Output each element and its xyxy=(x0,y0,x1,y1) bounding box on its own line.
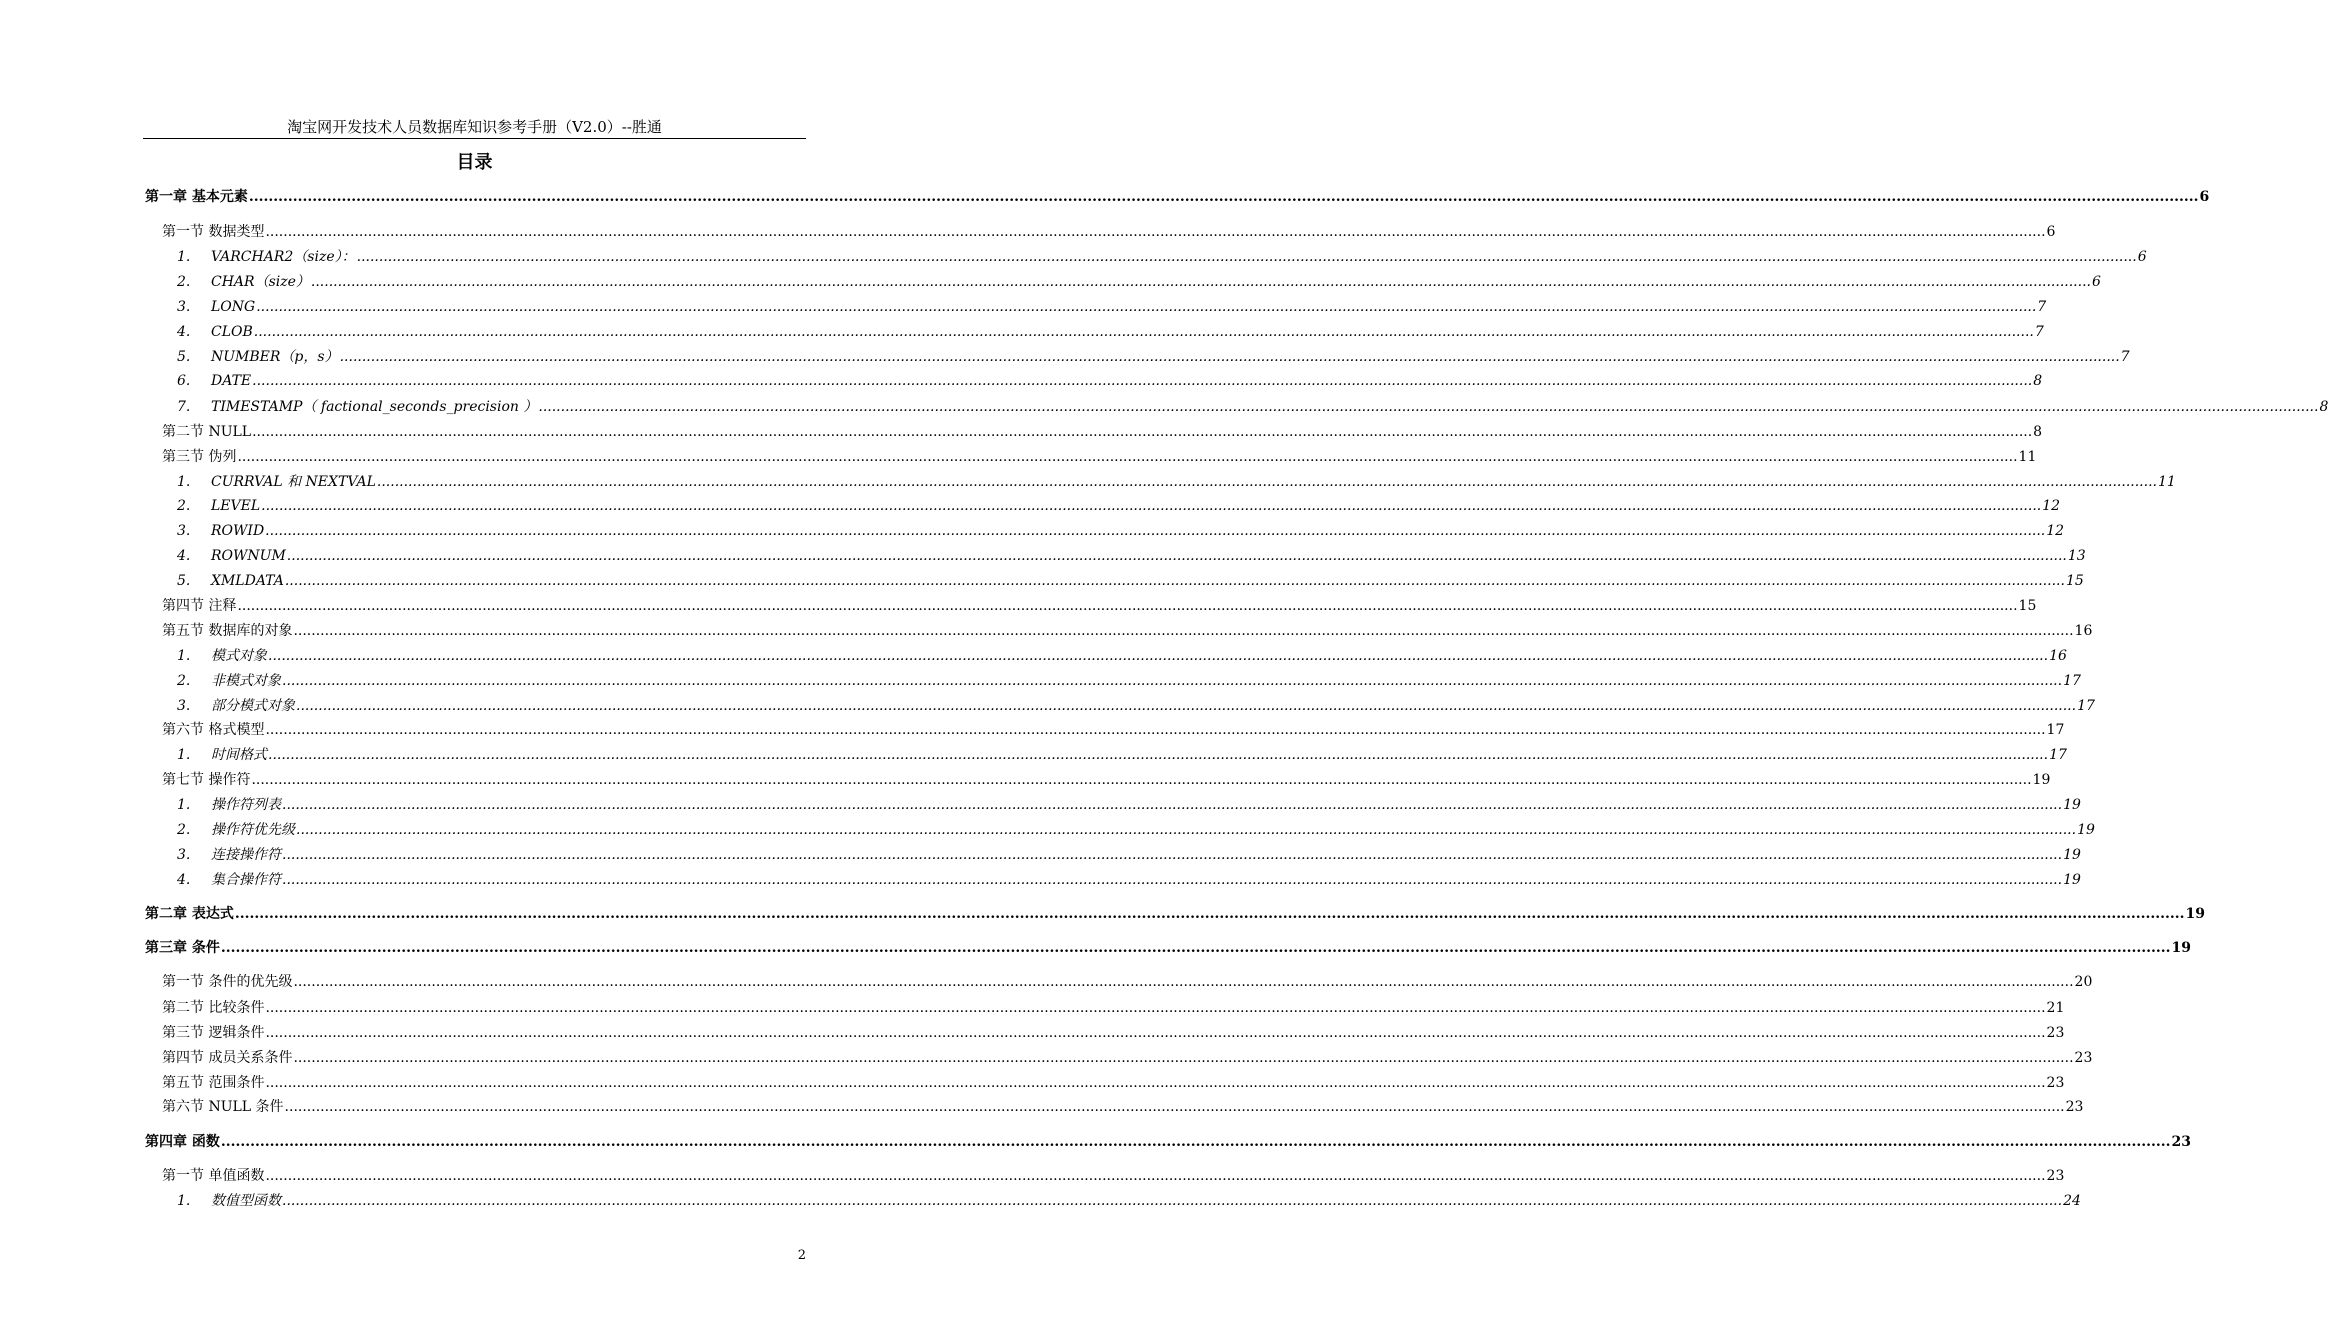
toc-dot-leader: ................................................................................................................................................................................................................................................................................................................................................................................................................ xyxy=(284,573,2065,589)
toc-entry-label xyxy=(177,570,284,592)
toc-dot-leader: ................................................................................................................................................................................................................................................................................................................................................................................................................ xyxy=(265,224,2046,240)
toc-section-entry[interactable] xyxy=(162,1022,2065,1044)
toc-entry-page: 6 xyxy=(2091,274,2101,290)
toc-item-entry[interactable] xyxy=(177,570,2084,592)
toc-entry-label xyxy=(145,937,220,959)
toc-item-entry[interactable] xyxy=(177,1190,2081,1212)
toc-dot-leader: ................................................................................................................................................................................................................................................................................................................................................................................................................ xyxy=(237,598,2018,614)
toc-section-entry[interactable] xyxy=(162,719,2065,741)
toc-entry-page: 23 xyxy=(2046,1075,2065,1091)
toc-entry-text: 第二节 比较条件 xyxy=(162,1000,265,1016)
toc-dot-leader: ................................................................................................................................................................................................................................................................................................................................................................................................................ xyxy=(296,822,2077,838)
toc-entry-text: CURRVAL 和 NEXTVAL xyxy=(211,474,376,490)
toc-entry-number: 4. xyxy=(177,548,191,564)
toc-entry-page: 12 xyxy=(2042,498,2061,514)
toc-entry-page: 17 xyxy=(2046,722,2065,738)
toc-entry-number: 1. xyxy=(177,797,191,813)
toc-dot-leader: ................................................................................................................................................................................................................................................................................................................................................................................................................ xyxy=(293,974,2074,990)
toc-entry-page: 6 xyxy=(2046,224,2056,240)
toc-entry-number: 4. xyxy=(177,324,191,340)
toc-entry-label xyxy=(162,1047,292,1069)
toc-section-entry[interactable] xyxy=(162,1165,2065,1187)
toc-dot-leader: ................................................................................................................................................................................................................................................................................................................................................................................................................ xyxy=(293,623,2074,639)
toc-entry-text: 模式对象 xyxy=(211,648,267,664)
toc-item-entry[interactable] xyxy=(177,370,2043,392)
toc-entry-text: 时间格式 xyxy=(211,747,267,763)
toc-entry-page: 23 xyxy=(2065,1099,2084,1115)
toc-entry-text: 第五节 数据库的对象 xyxy=(162,623,293,639)
toc-entry-text: 非模式对象 xyxy=(211,673,281,689)
toc-item-entry[interactable] xyxy=(177,645,2067,667)
toc-item-entry[interactable] xyxy=(177,744,2067,766)
toc-entry-page: 6 xyxy=(2137,249,2147,265)
toc-entry-label xyxy=(145,903,234,925)
toc-entry-page: 6 xyxy=(2199,189,2210,205)
toc-entry-number: 4. xyxy=(177,872,191,888)
toc-item-entry[interactable] xyxy=(177,819,2095,841)
toc-dot-leader: ................................................................................................................................................................................................................................................................................................................................................................................................................ xyxy=(265,523,2046,539)
toc-entry-label xyxy=(177,346,339,368)
toc-dot-leader: ................................................................................................................................................................................................................................................................................................................................................................................................................ xyxy=(282,797,2063,813)
toc-dot-leader: ................................................................................................................................................................................................................................................................................................................................................................................................................ xyxy=(265,1000,2046,1016)
toc-entry-page: 13 xyxy=(2067,548,2086,564)
toc-entry-text: ROWID xyxy=(211,523,265,539)
toc-entry-text: 第一节 条件的优先级 xyxy=(162,974,293,990)
toc-item-entry[interactable] xyxy=(177,794,2081,816)
toc-entry-text: 第三章 条件 xyxy=(145,940,220,956)
toc-section-entry[interactable] xyxy=(162,1072,2065,1094)
toc-entry-page: 11 xyxy=(2018,449,2037,465)
toc-title: 目录 xyxy=(456,152,493,173)
toc-dot-leader: ................................................................................................................................................................................................................................................................................................................................................................................................................ xyxy=(282,872,2063,888)
toc-entry-label xyxy=(145,186,248,208)
toc-chapter-entry[interactable] xyxy=(145,186,2210,208)
toc-dot-leader: ................................................................................................................................................................................................................................................................................................................................................................................................................ xyxy=(237,449,2018,465)
toc-entry-label xyxy=(145,1131,220,1153)
toc-entry-page: 17 xyxy=(2049,747,2067,763)
toc-entry-page: 8 xyxy=(2319,399,2328,415)
toc-item-entry[interactable] xyxy=(177,545,2086,567)
toc-entry-number: 2. xyxy=(177,822,191,838)
toc-entry-label xyxy=(162,769,250,791)
toc-entry-text: 第五节 范围条件 xyxy=(162,1075,265,1091)
toc-entry-page: 7 xyxy=(2034,324,2044,340)
toc-section-entry[interactable] xyxy=(162,595,2037,617)
toc-dot-leader: ................................................................................................................................................................................................................................................................................................................................................................................................................ xyxy=(265,1168,2046,1184)
toc-entry-label xyxy=(162,997,264,1019)
toc-entry-number: 1. xyxy=(177,474,191,490)
toc-dot-leader: ................................................................................................................................................................................................................................................................................................................................................................................................................ xyxy=(339,349,2120,365)
toc-dot-leader: ................................................................................................................................................................................................................................................................................................................................................................................................................ xyxy=(268,747,2049,763)
toc-chapter-entry[interactable] xyxy=(145,937,2191,959)
toc-entry-label xyxy=(162,1022,264,1044)
toc-dot-leader: ................................................................................................................................................................................................................................................................................................................................................................................................................ xyxy=(376,474,2157,490)
toc-dot-leader: ................................................................................................................................................................................................................................................................................................................................................................................................................ xyxy=(265,1025,2046,1041)
toc-entry-text: LONG xyxy=(211,299,256,315)
toc-dot-leader: ................................................................................................................................................................................................................................................................................................................................................................................................................ xyxy=(252,424,2033,440)
toc-entry-label xyxy=(177,1190,281,1212)
toc-entry-page: 19 xyxy=(2063,872,2081,888)
toc-entry-text: 第四章 函数 xyxy=(145,1134,220,1150)
toc-entry-page: 17 xyxy=(2077,698,2095,714)
toc-entry-text: 第四节 成员关系条件 xyxy=(162,1050,293,1066)
toc-entry-text: 第七节 操作符 xyxy=(162,772,251,788)
toc-dot-leader: ................................................................................................................................................................................................................................................................................................................................................................................................................ xyxy=(248,189,2199,205)
toc-entry-page: 23 xyxy=(2046,1025,2065,1041)
toc-entry-text: NUMBER（p，s） xyxy=(211,349,339,365)
toc-entry-number: 6. xyxy=(177,373,191,389)
toc-dot-leader: ................................................................................................................................................................................................................................................................................................................................................................................................................ xyxy=(282,673,2063,689)
toc-entry-text: TIMESTAMP（ factional_seconds_precision ） xyxy=(211,399,538,415)
toc-entry-number: 3. xyxy=(177,698,191,714)
running-header: 淘宝网开发技术人员数据库知识参考手册（V2.0）--胜通 xyxy=(143,116,806,139)
toc-item-entry[interactable] xyxy=(177,271,2101,293)
toc-entry-text: 操作符列表 xyxy=(211,797,281,813)
toc-entry-number: 3. xyxy=(177,299,191,315)
toc-entry-label xyxy=(177,744,267,766)
toc-dot-leader: ................................................................................................................................................................................................................................................................................................................................................................................................................ xyxy=(282,847,2063,863)
toc-entry-label xyxy=(177,396,537,418)
toc-entry-label xyxy=(162,1165,264,1187)
toc-dot-leader: ................................................................................................................................................................................................................................................................................................................................................................................................................ xyxy=(234,906,2185,922)
toc-entry-label xyxy=(162,595,236,617)
toc-section-entry[interactable] xyxy=(162,1096,2084,1118)
toc-entry-text: 部分模式对象 xyxy=(211,698,295,714)
toc-entry-page: 8 xyxy=(2033,373,2043,389)
toc-entry-label xyxy=(177,645,267,667)
toc-entry-page: 19 xyxy=(2077,822,2095,838)
toc-dot-leader: ................................................................................................................................................................................................................................................................................................................................................................................................................ xyxy=(220,940,2171,956)
toc-entry-label xyxy=(177,321,253,343)
toc-item-entry[interactable] xyxy=(177,520,2065,542)
toc-entry-text: ROWNUM xyxy=(211,548,286,564)
toc-item-entry[interactable] xyxy=(177,844,2081,866)
toc-entry-page: 8 xyxy=(2033,424,2043,440)
toc-dot-leader: ................................................................................................................................................................................................................................................................................................................................................................................................................ xyxy=(252,373,2033,389)
toc-item-entry[interactable] xyxy=(177,296,2047,318)
toc-entry-label xyxy=(162,971,292,993)
toc-entry-text: 第六节 NULL 条件 xyxy=(162,1099,284,1115)
toc-entry-page: 19 xyxy=(2063,797,2081,813)
toc-entry-number: 2. xyxy=(177,498,191,514)
toc-entry-label xyxy=(177,819,295,841)
toc-entry-label xyxy=(177,695,295,717)
toc-dot-leader: ................................................................................................................................................................................................................................................................................................................................................................................................................ xyxy=(265,1075,2046,1091)
toc-entry-page: 7 xyxy=(2120,349,2130,365)
toc-entry-number: 7. xyxy=(177,399,191,415)
toc-item-entry[interactable] xyxy=(177,695,2095,717)
toc-dot-leader: ................................................................................................................................................................................................................................................................................................................................................................................................................ xyxy=(220,1134,2171,1150)
toc-entry-page: 16 xyxy=(2074,623,2093,639)
toc-entry-label xyxy=(162,221,264,243)
toc-entry-label xyxy=(162,421,251,443)
toc-entry-label xyxy=(177,471,376,493)
toc-entry-label xyxy=(177,520,264,542)
toc-entry-label xyxy=(177,844,281,866)
toc-entry-page: 19 xyxy=(2063,847,2081,863)
toc-entry-label xyxy=(177,869,281,891)
toc-item-entry[interactable] xyxy=(177,346,2130,368)
toc-item-entry[interactable] xyxy=(177,495,2061,517)
page-number: 2 xyxy=(797,1248,806,1263)
toc-entry-label xyxy=(162,446,236,468)
toc-entry-label xyxy=(162,1096,284,1118)
toc-entry-page: 24 xyxy=(2063,1193,2081,1209)
toc-dot-leader: ................................................................................................................................................................................................................................................................................................................................................................................................................ xyxy=(253,324,2034,340)
toc-entry-page: 21 xyxy=(2046,1000,2065,1016)
toc-entry-page: 23 xyxy=(2074,1050,2093,1066)
toc-entry-page: 17 xyxy=(2063,673,2081,689)
toc-entry-text: 第一章 基本元素 xyxy=(145,189,248,205)
toc-entry-label xyxy=(177,246,356,268)
toc-entry-label xyxy=(162,1072,264,1094)
toc-item-entry[interactable] xyxy=(177,471,2176,493)
toc-section-entry[interactable] xyxy=(162,769,2051,791)
toc-dot-leader: ................................................................................................................................................................................................................................................................................................................................................................................................................ xyxy=(538,399,2319,415)
toc-entry-page: 7 xyxy=(2037,299,2047,315)
toc-entry-label xyxy=(177,296,255,318)
toc-section-entry[interactable] xyxy=(162,997,2065,1019)
toc-dot-leader: ................................................................................................................................................................................................................................................................................................................................................................................................................ xyxy=(284,1099,2065,1115)
toc-entry-text: LEVEL xyxy=(211,498,261,514)
toc-chapter-entry[interactable] xyxy=(145,903,2205,925)
toc-entry-label xyxy=(177,670,281,692)
toc-item-entry[interactable] xyxy=(177,396,2328,418)
toc-entry-number: 3. xyxy=(177,523,191,539)
toc-dot-leader: ................................................................................................................................................................................................................................................................................................................................................................................................................ xyxy=(282,1193,2063,1209)
toc-entry-label xyxy=(177,495,260,517)
toc-section-entry[interactable] xyxy=(162,971,2093,993)
toc-entry-text: 集合操作符 xyxy=(211,872,281,888)
toc-dot-leader: ................................................................................................................................................................................................................................................................................................................................................................................................................ xyxy=(256,299,2037,315)
toc-entry-page: 19 xyxy=(2032,772,2051,788)
toc-entry-text: XMLDATA xyxy=(211,573,284,589)
toc-entry-label xyxy=(162,719,264,741)
toc-entry-text: 第二章 表达式 xyxy=(145,906,234,922)
toc-section-entry[interactable] xyxy=(162,421,2043,443)
toc-dot-leader: ................................................................................................................................................................................................................................................................................................................................................................................................................ xyxy=(251,772,2032,788)
toc-entry-number: 1. xyxy=(177,1193,191,1209)
toc-entry-text: 第一节 数据类型 xyxy=(162,224,265,240)
toc-entry-text: 连接操作符 xyxy=(211,847,281,863)
toc-entry-text: CHAR（size） xyxy=(211,274,310,290)
toc-entry-number: 5. xyxy=(177,573,191,589)
toc-entry-text: DATE xyxy=(211,373,252,389)
toc-entry-page: 15 xyxy=(2065,573,2084,589)
toc-section-entry[interactable] xyxy=(162,620,2093,642)
toc-item-entry[interactable] xyxy=(177,321,2044,343)
toc-entry-number: 1. xyxy=(177,747,191,763)
toc-item-entry[interactable] xyxy=(177,246,2147,268)
toc-item-entry[interactable] xyxy=(177,670,2081,692)
toc-entry-page: 20 xyxy=(2074,974,2093,990)
toc-entry-page: 16 xyxy=(2049,648,2067,664)
toc-entry-text: 第六节 格式模型 xyxy=(162,722,265,738)
toc-entry-text: 第一节 单值函数 xyxy=(162,1168,265,1184)
toc-entry-page: 23 xyxy=(2046,1168,2065,1184)
toc-entry-number: 3. xyxy=(177,847,191,863)
toc-entry-label xyxy=(177,370,251,392)
toc-entry-label xyxy=(177,545,286,567)
toc-dot-leader: ................................................................................................................................................................................................................................................................................................................................................................................................................ xyxy=(265,722,2046,738)
toc-entry-page: 15 xyxy=(2018,598,2037,614)
toc-chapter-entry[interactable] xyxy=(145,1131,2191,1153)
toc-item-entry[interactable] xyxy=(177,869,2081,891)
toc-dot-leader: ................................................................................................................................................................................................................................................................................................................................................................................................................ xyxy=(293,1050,2074,1066)
toc-entry-text: 第二节 NULL xyxy=(162,424,252,440)
toc-dot-leader: ................................................................................................................................................................................................................................................................................................................................................................................................................ xyxy=(261,498,2042,514)
toc-entry-text: 第三节 逻辑条件 xyxy=(162,1025,265,1041)
toc-entry-page: 11 xyxy=(2157,474,2176,490)
toc-dot-leader: ................................................................................................................................................................................................................................................................................................................................................................................................................ xyxy=(296,698,2077,714)
toc-entry-number: 5. xyxy=(177,349,191,365)
toc-entry-text: 第三节 伪列 xyxy=(162,449,237,465)
toc-entry-text: 操作符优先级 xyxy=(211,822,295,838)
toc-entry-page: 19 xyxy=(2185,906,2205,922)
toc-section-entry[interactable] xyxy=(162,1047,2093,1069)
toc-dot-leader: ................................................................................................................................................................................................................................................................................................................................................................................................................ xyxy=(356,249,2137,265)
toc-entry-page: 19 xyxy=(2171,940,2191,956)
toc-entry-page: 12 xyxy=(2046,523,2065,539)
toc-section-entry[interactable] xyxy=(162,446,2037,468)
toc-entry-label xyxy=(162,620,292,642)
toc-entry-text: 数值型函数 xyxy=(211,1193,281,1209)
toc-entry-number: 2. xyxy=(177,274,191,290)
toc-dot-leader: ................................................................................................................................................................................................................................................................................................................................................................................................................ xyxy=(286,548,2067,564)
toc-section-entry[interactable] xyxy=(162,221,2056,243)
toc-entry-number: 2. xyxy=(177,673,191,689)
toc-dot-leader: ................................................................................................................................................................................................................................................................................................................................................................................................................ xyxy=(310,274,2091,290)
toc-entry-number: 1. xyxy=(177,249,191,265)
toc-entry-number: 1. xyxy=(177,648,191,664)
toc-entry-page: 23 xyxy=(2171,1134,2191,1150)
toc-entry-text: CLOB xyxy=(211,324,253,340)
toc-entry-label xyxy=(177,794,281,816)
toc-entry-label xyxy=(177,271,310,293)
toc-dot-leader: ................................................................................................................................................................................................................................................................................................................................................................................................................ xyxy=(268,648,2049,664)
toc-entry-text: 第四节 注释 xyxy=(162,598,237,614)
toc-entry-text: VARCHAR2（size）： xyxy=(211,249,356,265)
